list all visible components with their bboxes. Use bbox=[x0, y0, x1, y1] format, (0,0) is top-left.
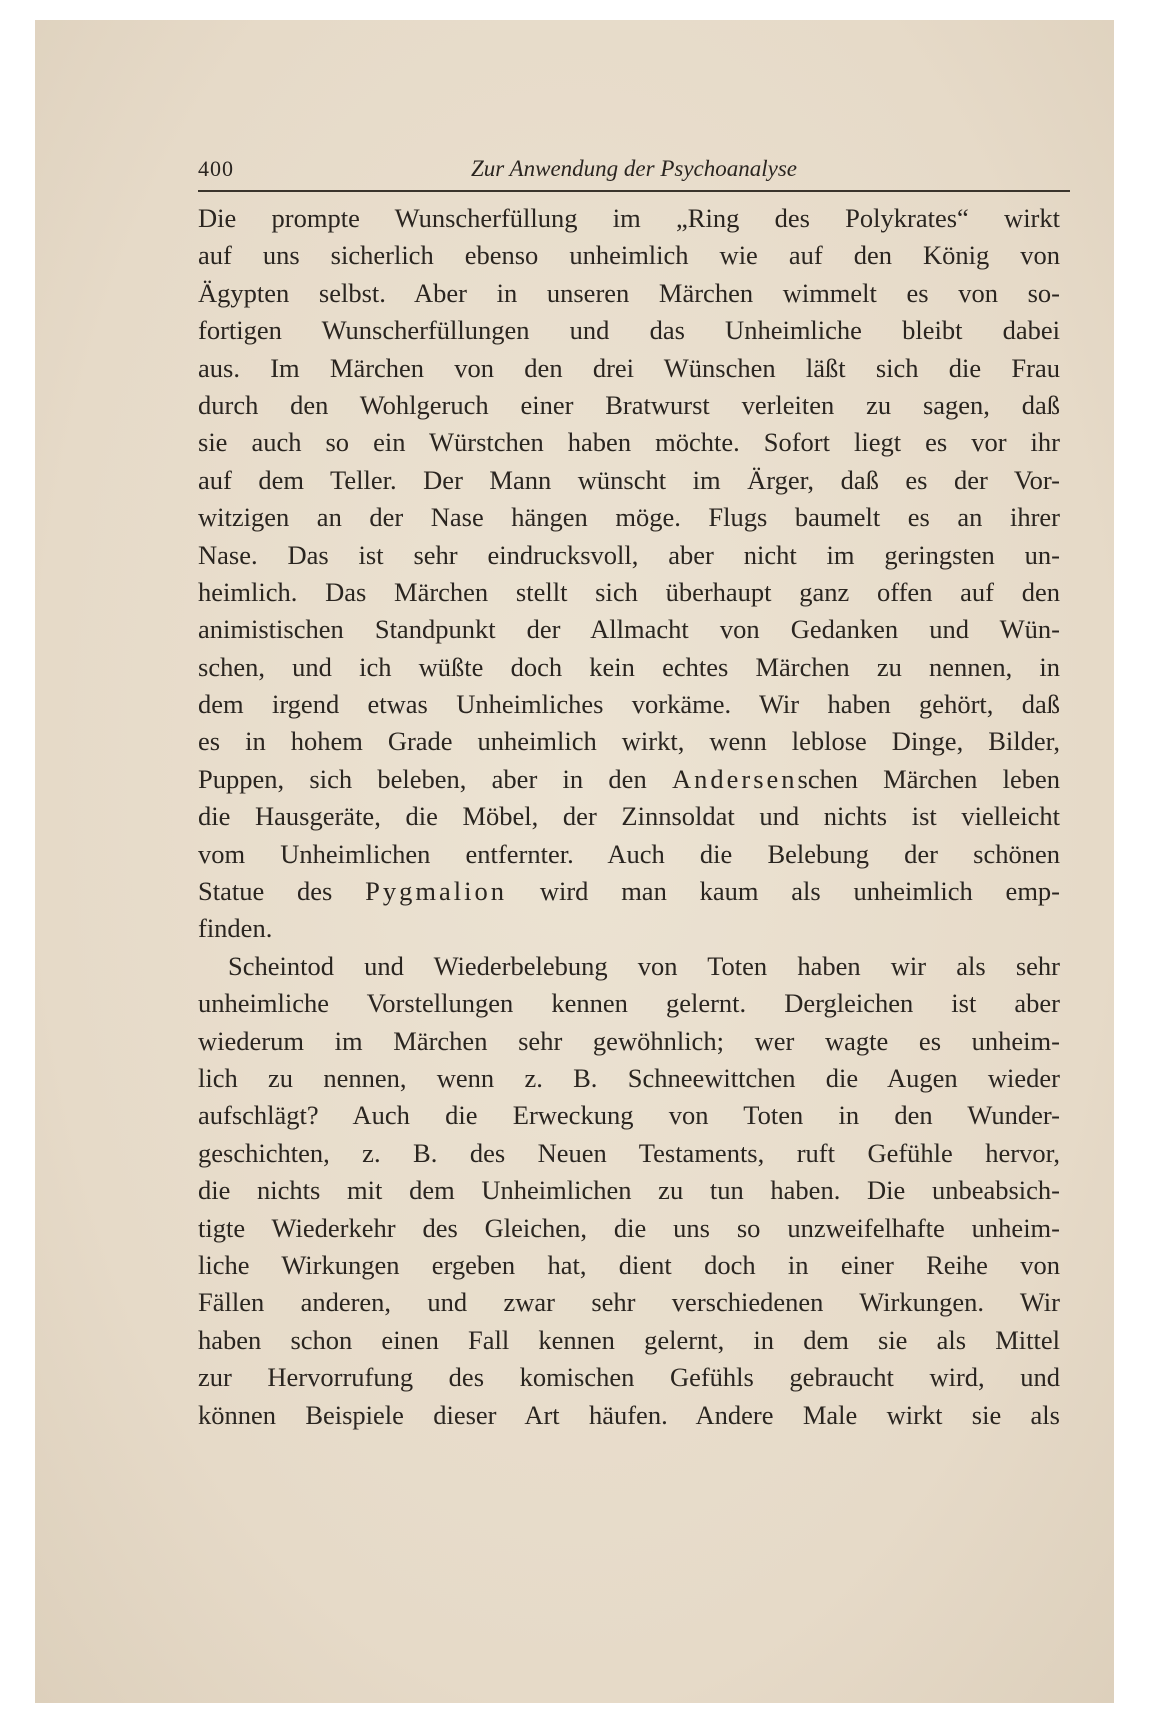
text-line: Scheintod und Wiederbelebung von Toten haben wir als sehr bbox=[228, 950, 1060, 981]
text-line: liche Wirkungen ergeben hat, dient doch in einer Reihe von bbox=[198, 1249, 1060, 1280]
text-line: fortigen Wunscherfüllungen und das Unheimliche bleibt dabei bbox=[198, 315, 1060, 346]
text-line: die Hausgeräte, die Möbel, der Zinnsoldat und nichts ist vielleicht bbox=[198, 801, 1060, 832]
text-line: können Beispiele dieser Art häufen. Andere Male wirkt sie als bbox=[198, 1399, 1060, 1430]
spaced-name: Andersen bbox=[671, 763, 798, 794]
text-line: es in hohem Grade unheimlich wirkt, wenn leblose Dinge, Bilder, bbox=[198, 726, 1060, 757]
text-line: aus. Im Märchen von den drei Wünschen läßt sich die Frau bbox=[198, 352, 1060, 383]
paragraph bbox=[198, 200, 1060, 948]
text-line: Die prompte Wunscherfüllung im „Ring des Polykrates“ wirkt bbox=[198, 203, 1060, 233]
text-line: heimlich. Das Märchen stellt sich überhaupt ganz offen auf den bbox=[198, 576, 1060, 607]
text-line: auf uns sicherlich ebenso unheimlich wie auf den König von bbox=[198, 240, 1060, 271]
text-line: witzigen an der Nase hängen möge. Flugs baumelt es an ihrer bbox=[198, 502, 1060, 533]
text-line: aufschlägt? Auch die Erweckung von Toten in den Wunder- bbox=[198, 1100, 1060, 1131]
text-line: Fällen anderen, und zwar sehr verschiedenen Wirkungen. Wir bbox=[198, 1287, 1060, 1318]
page-number: 400 bbox=[198, 156, 234, 181]
text-line: vom Unheimlichen entfernter. Auch die Belebung der schönen bbox=[198, 838, 1060, 869]
page-header bbox=[198, 150, 1070, 192]
text-line: unheimliche Vorstellungen kennen gelernt. Dergleichen ist aber bbox=[198, 988, 1060, 1019]
text-line: schen, und ich wüßte doch kein echtes Märchen zu nennen, in bbox=[198, 651, 1060, 682]
text-line: tigte Wiederkehr des Gleichen, die uns so unzweifelhafte unheim- bbox=[198, 1212, 1060, 1243]
text-line: durch den Wohlgeruch einer Bratwurst verleiten zu sagen, daß bbox=[198, 389, 1060, 420]
paragraph bbox=[198, 948, 1060, 1434]
spaced-name: Pygmalion bbox=[365, 876, 508, 907]
text-line: finden. bbox=[198, 913, 273, 944]
text-line: animistischen Standpunkt der Allmacht von Gedanken und Wün- bbox=[198, 614, 1060, 645]
text-line: Statue des Pygmalion wird man kaum als unheimlich emp- bbox=[198, 876, 1061, 907]
text-line: haben schon einen Fall kennen gelernt, in dem sie als Mittel bbox=[198, 1324, 1060, 1355]
text-line: auf dem Teller. Der Mann wünscht im Ärger, daß es der Vor- bbox=[198, 464, 1060, 495]
text-line: zur Hervorrufung des komischen Gefühls gebraucht wird, und bbox=[198, 1362, 1060, 1393]
text-line: sie auch so ein Würstchen haben möchte. Sofort liegt es vor ihr bbox=[198, 427, 1060, 458]
text-line: Nase. Das ist sehr eindrucksvoll, aber nicht im geringsten un- bbox=[198, 539, 1060, 570]
text-line: dem irgend etwas Unheimliches vorkäme. Wir haben gehört, daß bbox=[198, 689, 1060, 720]
text-line: Puppen, sich beleben, aber in den Andersenschen Märchen leben bbox=[198, 763, 1060, 794]
running-title: Zur Anwendung der Psychoanalyse bbox=[470, 156, 797, 181]
text-line: Ägypten selbst. Aber in unseren Märchen wimmelt es von so- bbox=[198, 277, 1060, 308]
body-text bbox=[198, 200, 1060, 1434]
text-line: geschichten, z. B. des Neuen Testaments, ruft Gefühle hervor, bbox=[198, 1137, 1060, 1168]
text-line: die nichts mit dem Unheimlichen zu tun haben. Die unbeabsich- bbox=[198, 1175, 1060, 1206]
text-line: wiederum im Märchen sehr gewöhnlich; wer wagte es unheim- bbox=[198, 1025, 1060, 1056]
text-line: lich zu nennen, wenn z. B. Schneewittchen die Augen wieder bbox=[198, 1062, 1060, 1093]
